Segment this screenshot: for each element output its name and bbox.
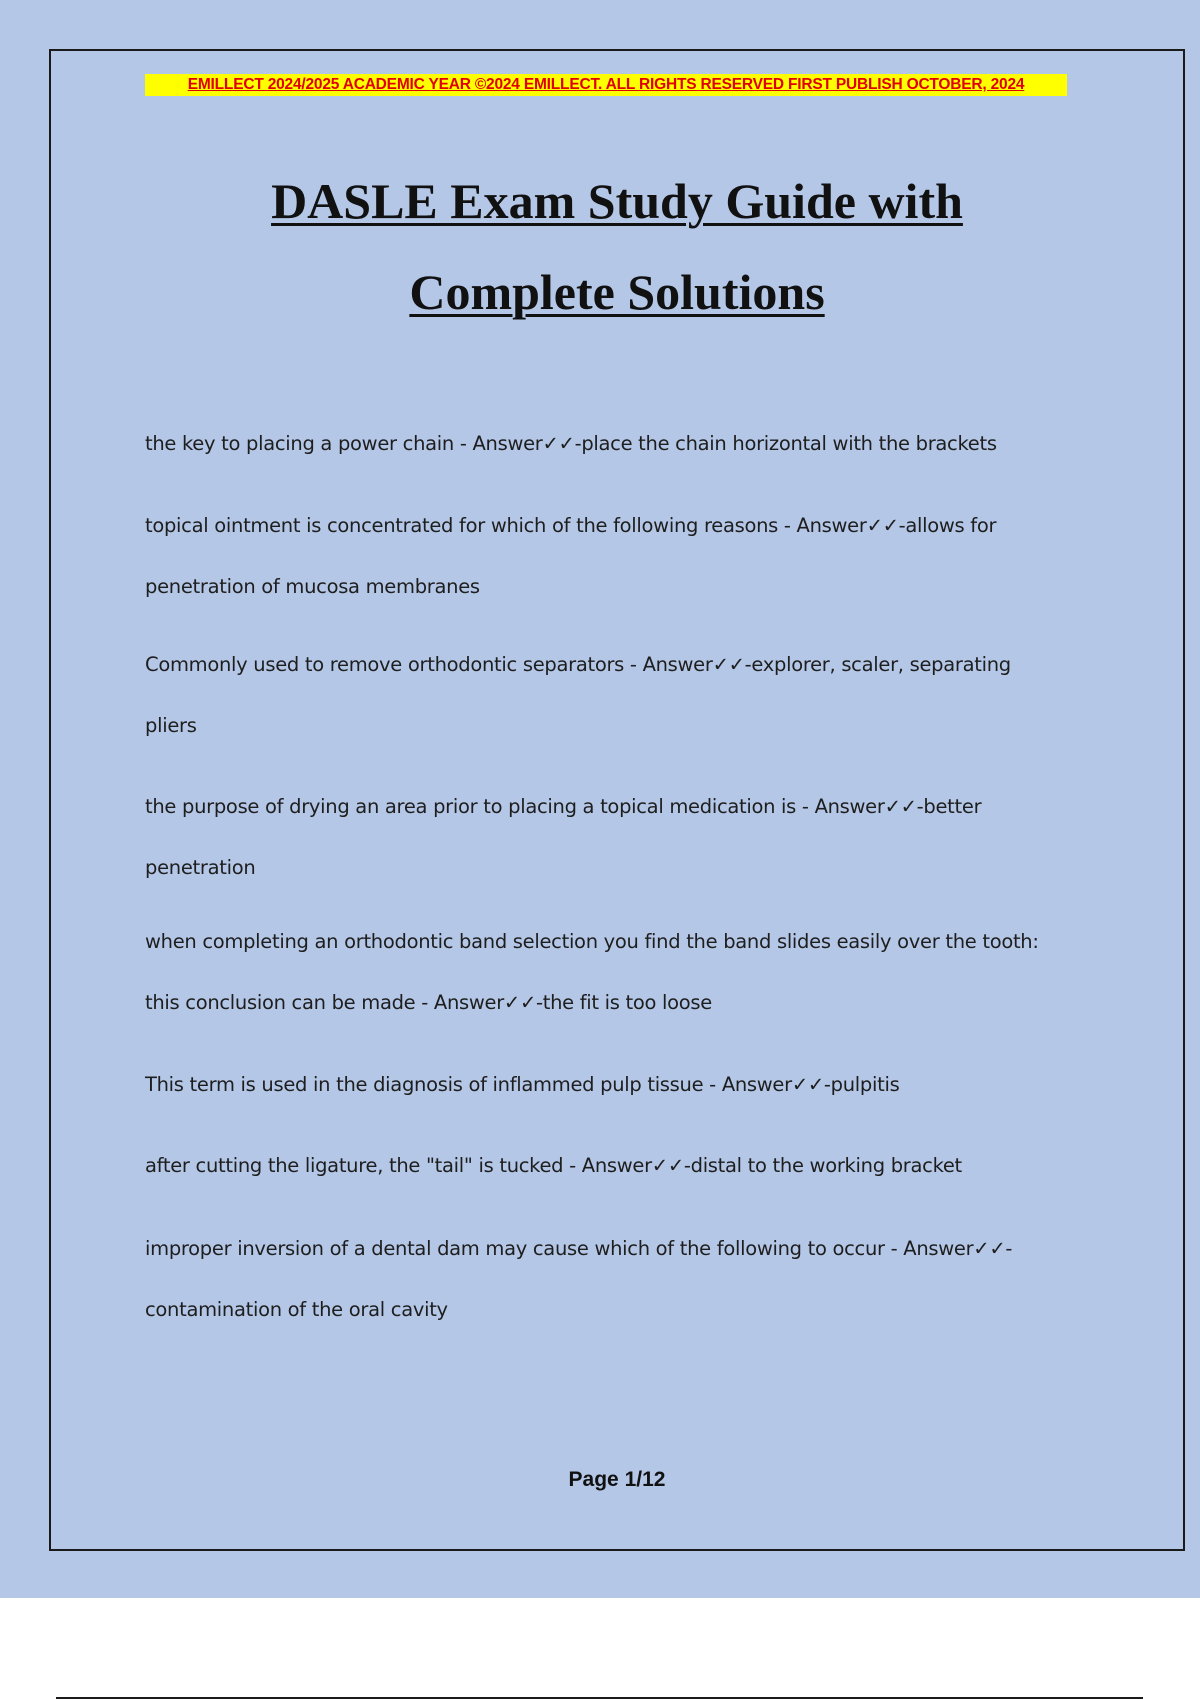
qa-text-line: the key to placing a power chain - Answer✓✓-place the chain horizontal with the brackets	[145, 432, 997, 455]
page-title-line-2: Complete Solutions	[409, 264, 825, 320]
qa-text-line: penetration of mucosa membranes	[145, 575, 480, 598]
qa-text-line: improper inversion of a dental dam may cause which of the following to occur - Answer✓✓-	[145, 1237, 1013, 1260]
qa-text-line: contamination of the oral cavity	[145, 1298, 448, 1321]
qa-text-line: after cutting the ligature, the "tail" is tucked - Answer✓✓-distal to the working bracket	[145, 1154, 962, 1177]
qa-item-2	[145, 495, 1085, 617]
qa-item-6	[145, 1054, 1085, 1115]
qa-text-line: this conclusion can be made - Answer✓✓-the fit is too loose	[145, 991, 712, 1014]
qa-item-5	[145, 911, 1085, 1033]
page-number: Page 1/12	[568, 1468, 666, 1491]
qa-text-line: This term is used in the diagnosis of inflammed pulp tissue - Answer✓✓-pulpitis	[145, 1073, 900, 1096]
qa-item-4	[145, 776, 1085, 898]
qa-text-line: when completing an orthodontic band selection you find the band slides easily over the tooth:	[145, 930, 1039, 953]
qa-text-line: Commonly used to remove orthodontic separators - Answer✓✓-explorer, scaler, separating	[145, 653, 1011, 676]
qa-text-line: penetration	[145, 856, 256, 879]
copyright-banner: EMILLECT 2024/2025 ACADEMIC YEAR ©2024 EMILLECT. ALL RIGHTS RESERVED FIRST PUBLISH OCTOBER, 2024	[145, 74, 1067, 96]
bottom-divider	[56, 1697, 1143, 1699]
qa-item-8	[145, 1218, 1085, 1340]
qa-item-3	[145, 634, 1085, 756]
qa-item-7	[145, 1135, 1085, 1196]
qa-text-line: pliers	[145, 714, 197, 737]
page-title-line-1: DASLE Exam Study Guide with	[271, 173, 963, 229]
qa-item-1	[145, 413, 1085, 474]
qa-text-line: topical ointment is concentrated for which of the following reasons - Answer✓✓-allows for	[145, 514, 997, 537]
qa-text-line: the purpose of drying an area prior to placing a topical medication is - Answer✓✓-better	[145, 795, 982, 818]
